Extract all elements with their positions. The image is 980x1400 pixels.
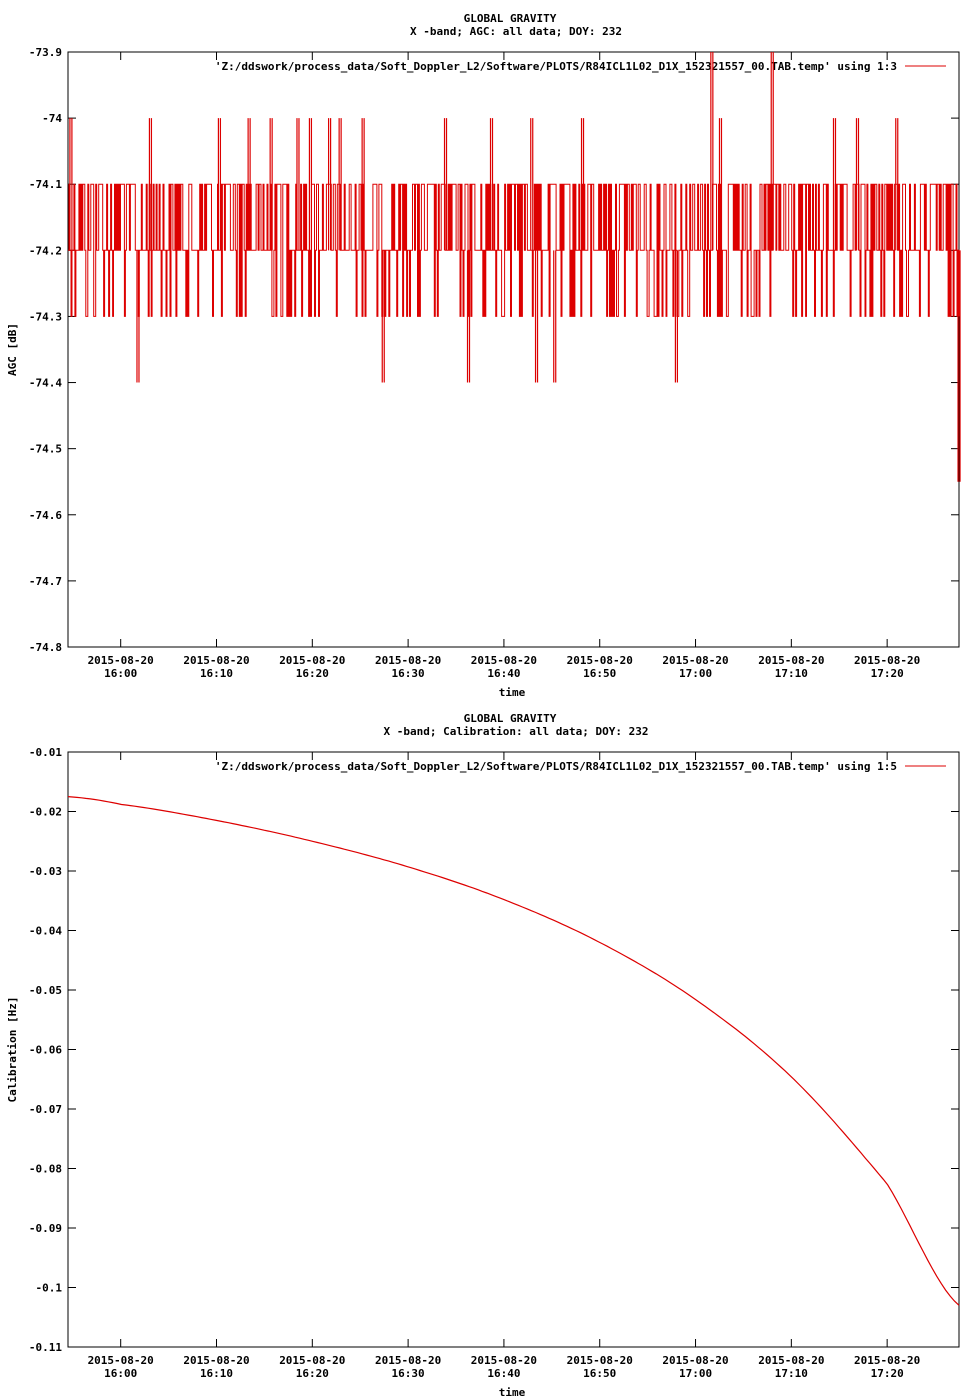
x-tick-label-time: 17:10 — [774, 1367, 808, 1380]
y-tick-label: -0.03 — [28, 865, 62, 878]
y-tick-label: -74.3 — [28, 310, 62, 324]
legend — [215, 760, 946, 773]
x-axis-label: time — [498, 1386, 526, 1399]
y-tick-label: -74.8 — [28, 641, 62, 654]
x-tick-label-time: 16:50 — [583, 1367, 617, 1380]
x-axis — [88, 52, 921, 680]
x-tick-label-time: 17:20 — [870, 667, 904, 680]
x-tick-label-date: 2015-08-20 — [470, 1354, 538, 1367]
y-axis-label: AGC [dB] — [6, 323, 19, 376]
x-tick-label-date: 2015-08-20 — [470, 654, 538, 667]
y-tick-label: -74.4 — [28, 376, 62, 390]
y-tick-label: -73.9 — [28, 46, 62, 59]
x-tick-label-time: 17:00 — [678, 667, 713, 680]
x-tick-label-time: 16:40 — [487, 1367, 521, 1380]
legend — [215, 60, 946, 73]
x-tick-label-time: 16:50 — [583, 667, 617, 680]
x-tick-label-date: 2015-08-20 — [758, 654, 825, 667]
y-tick-label: -74.1 — [28, 178, 62, 192]
y-tick-label: -0.07 — [28, 1103, 62, 1116]
plot-frame — [68, 752, 959, 1347]
y-tick-label: -0.02 — [28, 805, 62, 819]
x-tick-label-date: 2015-08-20 — [183, 1354, 250, 1367]
y-tick-label: -0.11 — [28, 1341, 62, 1354]
x-tick-label-time: 16:10 — [199, 667, 234, 680]
x-tick-label-time: 16:00 — [104, 1367, 138, 1380]
x-axis-label: time — [498, 686, 526, 699]
x-tick-label-time: 16:20 — [295, 667, 329, 680]
x-tick-label-date: 2015-08-20 — [854, 654, 921, 667]
x-tick-label-time: 16:40 — [487, 667, 521, 680]
x-tick-label-date: 2015-08-20 — [662, 1354, 729, 1367]
y-tick-label: -0.04 — [28, 924, 62, 938]
y-tick-label: -74.7 — [28, 574, 62, 588]
x-tick-label-date: 2015-08-20 — [374, 654, 442, 667]
x-tick-label-time: 16:00 — [104, 667, 138, 680]
y-axis — [29, 746, 959, 1354]
x-tick-label-date: 2015-08-20 — [279, 654, 346, 667]
x-tick-label-time: 16:20 — [295, 1367, 329, 1380]
chart-2 — [6, 712, 959, 1399]
chart-1 — [6, 12, 960, 699]
y-tick-label: -0.08 — [28, 1162, 62, 1176]
y-tick-label: -0.1 — [35, 1281, 62, 1295]
legend-label: 'Z:/ddswork/process_data/Soft_Doppler_L2/Software/PLOTS/R84ICL1L02_D1X_152321557_00.TAB.temp' using 1:5 — [214, 760, 897, 773]
y-tick-label: -0.06 — [28, 1043, 62, 1057]
x-tick-label-date: 2015-08-20 — [566, 654, 633, 667]
y-axis-label: Calibration [Hz] — [6, 996, 19, 1103]
y-tick-label: -0.01 — [28, 746, 62, 759]
x-tick-label-time: 17:10 — [774, 667, 808, 680]
chart-subtitle: X -band; Calibration: all data; DOY: 232 — [383, 725, 649, 738]
y-axis — [29, 46, 959, 654]
y-tick-label: -74.6 — [28, 508, 62, 522]
chart-title: GLOBAL GRAVITY — [463, 12, 557, 25]
x-axis — [88, 752, 921, 1380]
x-tick-label-date: 2015-08-20 — [374, 1354, 442, 1367]
x-tick-label-date: 2015-08-20 — [758, 1354, 825, 1367]
plot-frame — [68, 52, 959, 647]
x-tick-label-date: 2015-08-20 — [566, 1354, 633, 1367]
x-tick-label-date: 2015-08-20 — [87, 654, 154, 667]
x-tick-label-date: 2015-08-20 — [279, 1354, 346, 1367]
x-tick-label-time: 16:30 — [391, 667, 425, 680]
x-tick-label-date: 2015-08-20 — [87, 1354, 154, 1367]
x-tick-label-date: 2015-08-20 — [854, 1354, 921, 1367]
y-tick-label: -74.5 — [28, 442, 62, 456]
series-trace — [68, 184, 959, 316]
x-tick-label-date: 2015-08-20 — [183, 654, 250, 667]
y-tick-label: -0.05 — [28, 984, 62, 997]
chart-subtitle: X -band; AGC: all data; DOY: 232 — [410, 25, 622, 38]
y-tick-label: -74.2 — [28, 244, 62, 258]
y-tick-label: -74 — [42, 112, 62, 126]
x-tick-label-time: 16:30 — [391, 1367, 425, 1380]
x-tick-label-time: 17:20 — [870, 1367, 904, 1380]
chart-title: GLOBAL GRAVITY — [463, 712, 557, 725]
legend-label: 'Z:/ddswork/process_data/Soft_Doppler_L2/Software/PLOTS/R84ICL1L02_D1X_152321557_00.TAB.temp' using 1:3 — [214, 60, 897, 73]
x-tick-label-time: 17:00 — [678, 1367, 713, 1380]
y-tick-label: -0.09 — [28, 1222, 62, 1235]
series-line — [68, 797, 959, 1306]
x-tick-label-date: 2015-08-20 — [662, 654, 729, 667]
x-tick-label-time: 16:10 — [199, 1367, 234, 1380]
